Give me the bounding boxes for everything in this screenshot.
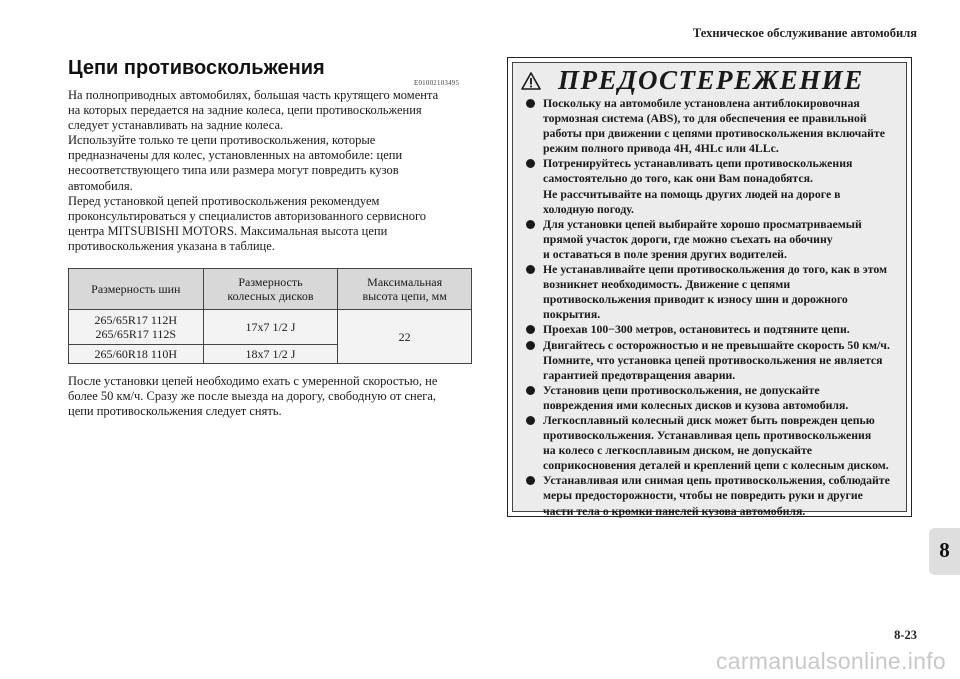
bullet-icon [526, 220, 535, 229]
section-code: E01002103495 [414, 79, 460, 87]
bullet-icon [526, 341, 535, 350]
tire-size-cell [69, 310, 204, 345]
warning-item-line: режим полного привода 4H, 4HLc или 4LLc. [543, 141, 779, 156]
after-line: более 50 км/ч. Сразу же после выезда на дорогу, свободную от снега, [68, 389, 437, 404]
warning-item-line: гарантией предотвращения аварии. [543, 367, 736, 382]
warning-item-line: Двигайтесь с осторожностью и не превышайте скорость 50 км/ч. [543, 337, 890, 352]
header-line: Размерность шин [91, 282, 181, 296]
warning-item [513, 383, 906, 413]
warning-item-line: Устанавливая или снимая цепь противоскольжения, соблюдайте [543, 473, 890, 488]
warning-title: ПРЕДОСТЕРЕЖЕНИЕ [558, 65, 864, 95]
warning-item-line: меры предосторожности, чтобы не повредить руки и другие [543, 488, 863, 503]
bullet-icon [526, 159, 535, 168]
warning-item [513, 262, 906, 322]
warning-item-line: тормозная система (ABS), то для обеспечения ее правильной [543, 111, 867, 126]
warning-item-line: холодную погоду. [543, 201, 634, 216]
warning-item-line: прямой участок дороги, где можно съехать на обочину [543, 231, 833, 246]
warning-item-line: Для установки цепей выбирайте хорошо просматриваемый [543, 216, 862, 231]
tire-size: 265/65R17 112H [94, 313, 178, 327]
intro-line: Перед установкой цепей противоскольжения рекомендуем [68, 193, 380, 208]
intro-line: предназначены для колес, установленных на автомобиле: цепи [68, 148, 403, 163]
chapter-number: 8 [939, 538, 950, 562]
section-title: Цепи противоскольжения [68, 57, 325, 79]
warning-item [513, 322, 906, 337]
after-line: цепи противоскольжения следует снять. [68, 404, 282, 419]
intro-line: центра MITSUBISHI MOTORS. Максимальная высота цепи [68, 223, 388, 238]
warning-header [513, 63, 906, 96]
bullet-icon [526, 416, 535, 425]
page-number: 8-23 [894, 628, 917, 642]
chain-spec-table [68, 268, 472, 364]
warning-panel [512, 62, 907, 518]
intro-line: Используйте только те цепи противоскольжения, которые [68, 133, 376, 148]
after-line: После установки цепей необходимо ехать с умеренной скоростью, не [68, 374, 438, 388]
header-max-chain-height [338, 269, 472, 310]
header-line: Максимальная [367, 275, 443, 289]
warning-list [513, 96, 906, 519]
disc-size-cell: 18x7 1/2 J [203, 345, 338, 364]
page-header-title: Техническое обслуживание автомобиля [692, 26, 917, 40]
warning-item-line: противоскольжения приводит к износу шин и дорожного [543, 292, 848, 307]
warning-item-line: Потренируйтесь устанавливать цепи противоскольжения [543, 156, 853, 171]
bullet-icon [526, 476, 535, 485]
watermark-text: carmanualsonline.info [715, 648, 946, 674]
warning-item-line: Помните, что установка цепей противоскольжения не является [543, 352, 883, 367]
warning-triangle-icon [521, 72, 541, 90]
warning-item [513, 338, 906, 383]
header-line: Размерность [238, 275, 303, 289]
warning-item-line: Проехав 100−300 метров, остановитесь и подтяните цепи. [543, 322, 850, 337]
bullet-icon [526, 386, 535, 395]
intro-line: проконсультироваться у специалистов авторизованного сервисного [68, 208, 427, 223]
chapter-tab [929, 528, 960, 575]
warning-item-line: Легкосплавный колесный диск может быть поврежден цепью [543, 412, 875, 427]
tire-size-cell [69, 345, 204, 364]
intro-line: противоскольжения указана в таблице. [68, 238, 275, 253]
warning-item-line: Установив цепи противоскольжения, не допускайте [543, 382, 820, 397]
max-height-cell: 22 [338, 310, 472, 364]
table-row [69, 310, 472, 345]
warning-item [513, 473, 906, 518]
warning-item-line: на колесо с легкосплавным диском, не допускайте [543, 443, 812, 458]
intro-line: На полноприводных автомобилях, большая часть крутящего момента [68, 88, 439, 102]
bullet-icon [526, 99, 535, 108]
tire-size: 265/60R18 110H [94, 347, 178, 361]
table-header-row [69, 269, 472, 310]
warning-item [513, 156, 906, 216]
tire-size: 265/65R17 112S [95, 327, 177, 341]
warning-item-line: части тела о кромки панелей кузова автомобиля. [543, 503, 806, 518]
warning-item-line: возникнет необходимость. Движение с цепями [543, 277, 791, 292]
disc-size-cell: 17x7 1/2 J [203, 310, 338, 345]
warning-item-line: и оставаться в поле зрения других водителей. [543, 246, 787, 261]
warning-item-line: Не устанавливайте цепи противоскольжения до того, как в этом [543, 262, 888, 277]
warning-item-line: Не рассчитывайте на помощь других людей на дороге в [543, 186, 841, 201]
warning-item-line: соприкосновения деталей и креплений цепи с колесным диском. [543, 458, 889, 473]
after-install-paragraph [68, 374, 480, 419]
header-disc-size [203, 269, 338, 310]
intro-line: на которых передается на задние колеса, цепи противоскольжения [68, 103, 422, 118]
intro-line: несоответствующего типа или размера могут повредить кузов [68, 163, 399, 178]
warning-item [513, 96, 906, 156]
header-tire-size [69, 269, 204, 310]
intro-paragraph [68, 88, 478, 254]
warning-item-line: повреждения ими колесных дисков и кузова автомобиля. [543, 397, 849, 412]
intro-line: автомобиля. [68, 178, 133, 193]
bullet-icon [526, 325, 535, 334]
header-line: высота цепи, мм [362, 289, 447, 303]
warning-box [507, 57, 912, 517]
intro-line: следует устанавливать на задние колеса. [68, 118, 284, 133]
warning-item [513, 217, 906, 262]
warning-item [513, 413, 906, 473]
warning-item-line: противоскольжения. Устанавливая цепь противоскольжения [543, 428, 872, 443]
header-line: колесных дисков [227, 289, 314, 303]
warning-item-line: самостоятельно до того, как они Вам понадобятся. [543, 171, 813, 186]
bullet-icon [526, 265, 535, 274]
warning-item-line: работы при движении с цепями противоскольжения включайте [543, 126, 885, 141]
warning-item-line: покрытия. [543, 307, 601, 322]
warning-item-line: Поскольку на автомобиле установлена антиблокировочная [543, 96, 860, 110]
